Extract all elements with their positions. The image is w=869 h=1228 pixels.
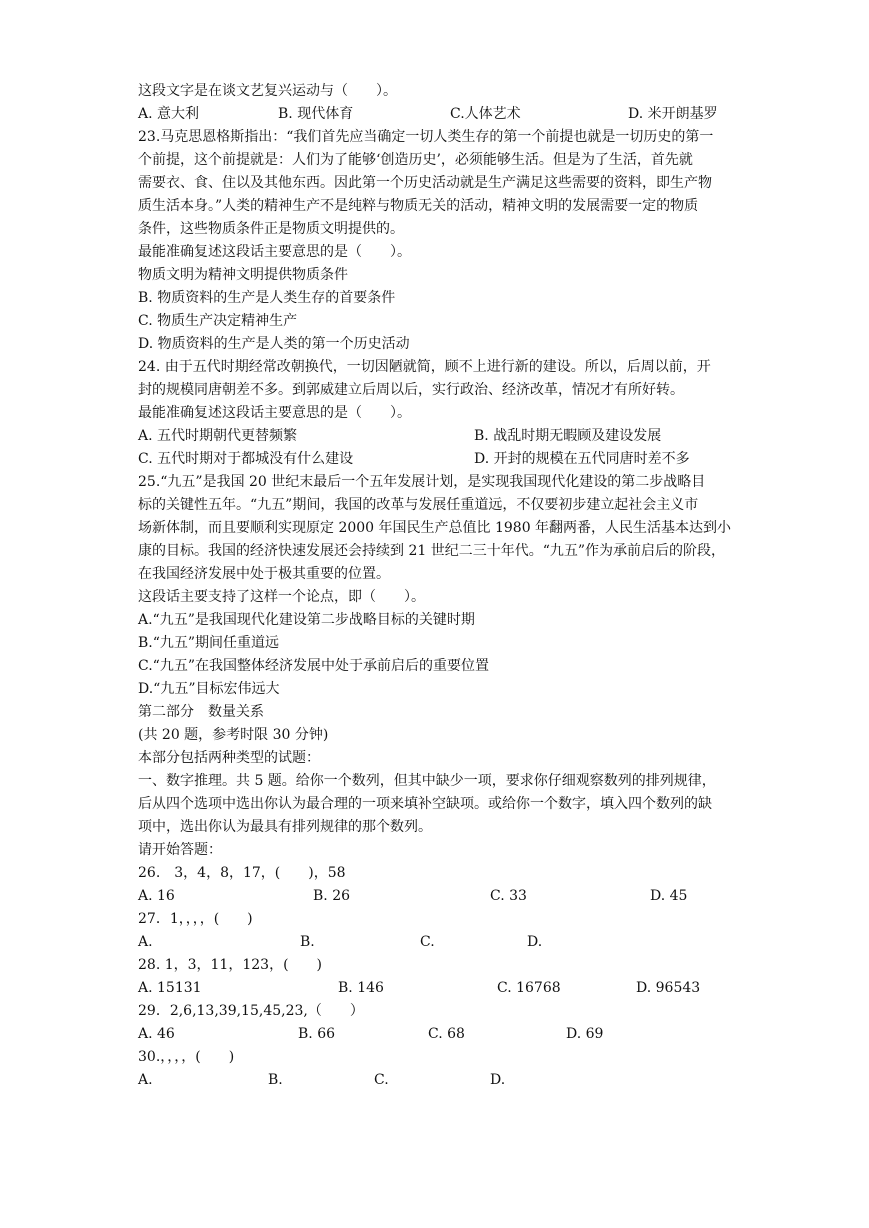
- q28-option-d: D. 96543: [636, 980, 701, 996]
- q27-option-a: A.: [138, 934, 153, 950]
- q28-option-a: A. 15131: [138, 980, 202, 996]
- q22-option-d: D. 米开朗基罗: [628, 106, 718, 122]
- q27-option-d: D.: [527, 934, 543, 950]
- q24-line-2: 封的规模同唐朝差不多。到郭威建立后周以后，实行政治、经济改革，情况才有所好转。: [138, 382, 684, 398]
- q27-stem: 27．1，，，，( ): [138, 911, 253, 927]
- q30-option-c: C.: [374, 1072, 389, 1088]
- q23-line-4: 质生活本身。”人类的精神生产不是纯粹与物质无关的活动，精神文明的发展需要一定的物质: [138, 198, 699, 214]
- part2-desc-line-1: 一、数字推理。共 5 题。给你一个数列，但其中缺少一项，要求你仔细观察数列的排列规律，: [138, 773, 716, 789]
- q28-stem: 28. 1，3，11，123，( ): [138, 957, 322, 973]
- q25-option-b: B.“九五”期间任重道远: [138, 635, 280, 651]
- q27-option-b: B.: [300, 934, 315, 950]
- q22-option-b: B. 现代体育: [278, 106, 354, 122]
- q25-line-1: 25.“九五”是我国 20 世纪末最后一个五年发展计划，是实现我国现代化建设的第二步战略目: [138, 474, 706, 490]
- q24-option-b: B. 战乱时期无暇顾及建设发展: [474, 428, 662, 444]
- part2-title: 第二部分 数量关系: [138, 704, 264, 720]
- q25-prompt: 这段话主要支持了这样一个论点，即（ ）。: [138, 589, 425, 605]
- q29-option-b: B. 66: [298, 1026, 336, 1042]
- q30-stem: 30.，，，，( ): [138, 1049, 235, 1065]
- q22-option-a: A. 意大利: [138, 106, 200, 122]
- q23-option-b: B. 物质资料的生产是人类生存的首要条件: [138, 290, 396, 306]
- q25-option-a: A.“九五”是我国现代化建设第二步战略目标的关键时期: [138, 612, 475, 628]
- q23-option-d: D. 物质资料的生产是人类的第一个历史活动: [138, 336, 410, 352]
- q25-option-d: D.“九五”目标宏伟远大: [138, 681, 280, 697]
- q26-option-c: C. 33: [490, 888, 527, 904]
- q24-option-c: C. 五代时期对于都城没有什么建设: [138, 451, 354, 467]
- part2-desc-line-3: 项中，选出你认为最具有排列规律的那个数列。: [138, 819, 432, 835]
- q23-prompt: 最能准确复述这段话主要意思的是（ ）。: [138, 244, 411, 260]
- q29-stem: 29．2,6,13,39,15,45,23,（ ）: [138, 1003, 364, 1019]
- q28-option-b: B. 146: [338, 980, 384, 996]
- q26-stem: 26. 3，4，8，17，( )，58: [138, 865, 346, 881]
- q23-line-1: 23.马克思恩格斯指出：“我们首先应当确定一切人类生存的第一个前提也就是一切历史的第一: [138, 129, 714, 145]
- q26-option-b: B. 26: [313, 888, 351, 904]
- q23-option-a: 物质文明为精神文明提供物质条件: [138, 267, 348, 283]
- q24-option-a: A. 五代时期朝代更替频繁: [138, 428, 298, 444]
- q23-line-2: 个前提，这个前提就是：人们为了能够‘创造历史’，必须能够生活。但是为了生活，首先就: [138, 152, 693, 168]
- part2-desc-line-2: 后从四个选项中选出你认为最合理的一项来填补空缺项。或给你一个数字，填入四个数列的缺: [138, 796, 712, 812]
- q24-prompt: 最能准确复述这段话主要意思的是（ ）。: [138, 405, 411, 421]
- q22-stem-tail: 这段文字是在谈文艺复兴运动与（ ）。: [138, 83, 397, 99]
- q26-option-a: A. 16: [138, 888, 175, 904]
- q30-option-d: D.: [490, 1072, 506, 1088]
- q30-option-a: A.: [138, 1072, 153, 1088]
- q25-line-3: 场新体制，而且要顺利实现原定 2000 年国民生产总值比 1980 年翻两番，人民生活基本达到小: [138, 520, 732, 536]
- part2-intro: 本部分包括两种类型的试题：: [138, 750, 320, 766]
- part2-start: 请开始答题：: [138, 842, 222, 858]
- q26-option-d: D. 45: [650, 888, 688, 904]
- q24-option-d: D. 开封的规模在五代同唐时差不多: [474, 451, 690, 467]
- q25-line-4: 康的目标。我国的经济快速发展还会持续到 21 世纪二三十年代。“九五”作为承前启后的阶段，: [138, 543, 726, 559]
- q29-option-c: C. 68: [428, 1026, 465, 1042]
- q23-line-5: 条件，这些物质条件正是物质文明提供的。: [138, 221, 404, 237]
- q23-line-3: 需要衣、食、住以及其他东西。因此第一个历史活动就是生产满足这些需要的资料，即生产物: [138, 175, 712, 191]
- q25-line-5: 在我国经济发展中处于极其重要的位置。: [138, 566, 390, 582]
- q29-option-a: A. 46: [138, 1026, 175, 1042]
- q29-option-d: D. 69: [566, 1026, 604, 1042]
- part2-subtitle: (共 20 题，参考时限 30 分钟): [138, 727, 329, 743]
- q25-line-2: 标的关键性五年。“九五”期间，我国的改革与发展任重道远，不仅要初步建立起社会主义市: [138, 497, 699, 513]
- q24-line-1: 24. 由于五代时期经常改朝换代，一切因陋就简，顾不上进行新的建设。所以，后周以前，开: [138, 359, 711, 375]
- q27-option-c: C.: [420, 934, 435, 950]
- q22-option-c: C.人体艺术: [450, 106, 521, 122]
- q23-option-c: C. 物质生产决定精神生产: [138, 313, 298, 329]
- q30-option-b: B.: [268, 1072, 283, 1088]
- q25-option-c: C.“九五”在我国整体经济发展中处于承前启后的重要位置: [138, 658, 489, 674]
- q28-option-c: C. 16768: [497, 980, 561, 996]
